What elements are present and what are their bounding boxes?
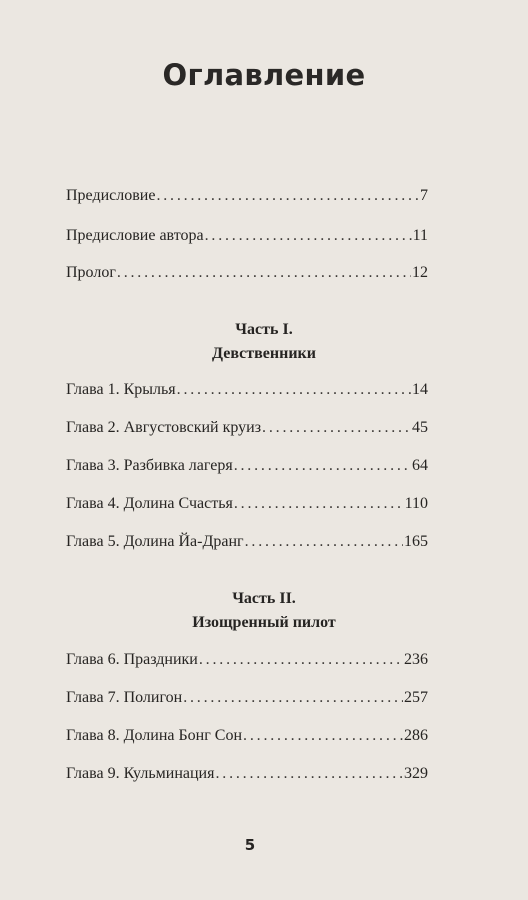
toc-entry-foreword <box>66 186 428 206</box>
toc-entry-page: 7 <box>420 187 428 204</box>
toc-leader-dots <box>234 456 411 476</box>
toc-entry-chapter-2 <box>66 418 428 438</box>
toc-entry-label: Глава 6. Праздники <box>66 651 198 668</box>
toc-leader-dots <box>177 380 411 400</box>
toc-entry-page: 45 <box>412 419 428 436</box>
toc-entry-page: 286 <box>404 727 428 744</box>
toc-entry-label: Глава 3. Разбивка лагеря <box>66 457 233 474</box>
toc-entry-chapter-8 <box>66 726 428 746</box>
toc-entry-prologue <box>66 263 428 283</box>
page-number: 5 <box>244 836 256 854</box>
toc-entry-label: Глава 8. Долина Бонг Сон <box>66 727 243 744</box>
toc-entry-page: 165 <box>404 533 428 550</box>
toc-entry-chapter-6 <box>66 650 428 670</box>
toc-leader-dots <box>243 726 403 746</box>
toc-leader-dots <box>205 226 412 246</box>
toc-entry-author-foreword <box>66 226 428 246</box>
toc-entry-label: Глава 5. Долина Йа-Дранг <box>66 533 244 550</box>
toc-leader-dots <box>215 764 403 784</box>
toc-leader-dots <box>234 494 404 514</box>
toc-entry-chapter-3 <box>66 456 428 476</box>
toc-entry-page: 257 <box>404 689 428 706</box>
part-2-heading: Часть II. <box>232 590 296 607</box>
toc-leader-dots <box>183 688 403 708</box>
toc-entry-label: Предисловие <box>66 187 156 204</box>
toc-entry-chapter-7 <box>66 688 428 708</box>
toc-entry-page: 64 <box>412 457 428 474</box>
toc-leader-dots <box>245 532 403 552</box>
toc-entry-label: Пролог <box>66 264 116 281</box>
toc-entry-chapter-4 <box>66 494 428 514</box>
toc-entry-page: 110 <box>404 495 428 512</box>
toc-leader-dots <box>117 263 411 283</box>
toc-leader-dots <box>262 418 411 438</box>
toc-entry-chapter-1 <box>66 380 428 400</box>
toc-entry-label: Глава 7. Полигон <box>66 689 183 706</box>
toc-leader-dots <box>199 650 403 670</box>
part-2-subtitle: Изощренный пилот <box>192 614 336 631</box>
toc-entry-page: 236 <box>404 651 428 668</box>
toc-entry-page: 14 <box>412 381 428 398</box>
toc-entry-label: Глава 9. Кульминация <box>66 765 215 782</box>
toc-entry-page: 11 <box>412 227 428 244</box>
toc-entry-label: Глава 2. Августовский круиз <box>66 419 262 436</box>
toc-entry-page: 329 <box>404 765 428 782</box>
toc-entry-label: Предисловие автора <box>66 227 204 244</box>
toc-entry-chapter-5 <box>66 532 428 552</box>
toc-leader-dots <box>156 186 419 206</box>
toc-entry-chapter-9 <box>66 764 428 784</box>
part-1-heading: Часть I. <box>235 321 293 338</box>
part-1-subtitle: Девственники <box>212 345 316 362</box>
page-title: Оглавление <box>162 58 366 92</box>
toc-entry-label: Глава 4. Долина Счастья <box>66 495 233 512</box>
toc-entry-page: 12 <box>412 264 428 281</box>
toc-entry-label: Глава 1. Крылья <box>66 381 176 398</box>
